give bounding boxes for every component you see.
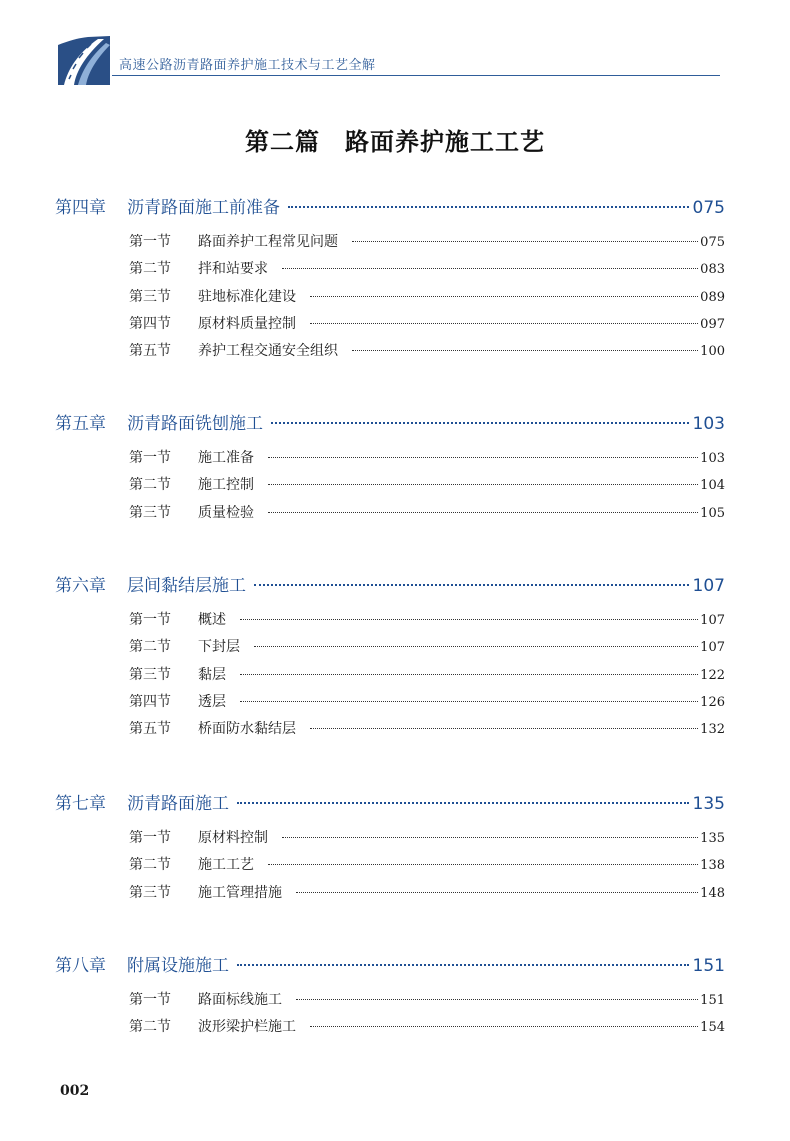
toc-section-entry[interactable] bbox=[129, 854, 725, 874]
section-number: 第五节 bbox=[129, 721, 171, 738]
section-number: 第二节 bbox=[129, 639, 171, 656]
section-title: 施工管理措施 bbox=[198, 884, 282, 901]
dot-leader bbox=[268, 864, 698, 865]
section-title: 概述 bbox=[198, 612, 226, 628]
section-number: 第四节 bbox=[129, 693, 171, 710]
toc-section-entry[interactable] bbox=[129, 664, 725, 684]
section-page: 089 bbox=[700, 289, 725, 305]
toc-section-entry[interactable] bbox=[129, 989, 725, 1009]
dot-leader bbox=[240, 619, 698, 620]
toc-section-entry[interactable] bbox=[129, 718, 725, 738]
section-number: 第三节 bbox=[129, 666, 171, 683]
dot-leader bbox=[310, 296, 698, 297]
chapter-title: 附属设施施工 bbox=[127, 956, 229, 976]
chapter-number: 第五章 bbox=[55, 414, 106, 434]
section-page: 100 bbox=[700, 344, 725, 360]
dot-leader bbox=[296, 892, 698, 893]
section-title: 质量检验 bbox=[198, 504, 254, 521]
section-page: 138 bbox=[700, 858, 725, 874]
dot-leader bbox=[254, 646, 698, 647]
section-number: 第三节 bbox=[129, 288, 171, 305]
dot-leader bbox=[240, 701, 698, 702]
book-title: 高速公路沥青路面养护施工技术与工艺全解 bbox=[119, 58, 376, 73]
section-page: 122 bbox=[700, 667, 725, 683]
section-number: 第三节 bbox=[129, 504, 171, 521]
section-page: 151 bbox=[700, 993, 725, 1008]
section-page: 107 bbox=[700, 640, 725, 656]
chapter-title: 沥青路面施工前准备 bbox=[127, 198, 280, 218]
toc-section-entry[interactable] bbox=[129, 1016, 725, 1036]
part-title: 第二篇 路面养护施工工艺 bbox=[245, 127, 545, 156]
chapter-title: 沥青路面铣刨施工 bbox=[127, 414, 263, 434]
toc-section-entry[interactable] bbox=[129, 636, 725, 656]
section-number: 第二节 bbox=[129, 857, 171, 874]
dot-leader bbox=[271, 422, 689, 424]
chapter-number: 第四章 bbox=[55, 198, 106, 218]
section-page: 083 bbox=[700, 262, 725, 278]
section-number: 第一节 bbox=[129, 992, 171, 1008]
dot-leader bbox=[237, 964, 689, 966]
toc-section-entry[interactable] bbox=[129, 609, 725, 629]
section-number: 第二节 bbox=[129, 477, 171, 494]
section-title: 透层 bbox=[198, 693, 226, 710]
section-page: 107 bbox=[700, 613, 725, 628]
section-number: 第四节 bbox=[129, 315, 171, 332]
section-number: 第一节 bbox=[129, 234, 171, 250]
toc-section-entry[interactable] bbox=[129, 313, 725, 333]
dot-leader bbox=[296, 999, 698, 1000]
chapter-title: 沥青路面施工 bbox=[127, 794, 229, 814]
page-number: 002 bbox=[60, 1083, 90, 1099]
toc-chapter-entry[interactable] bbox=[55, 789, 725, 814]
section-title: 施工准备 bbox=[198, 450, 254, 466]
section-page: 075 bbox=[700, 235, 725, 250]
toc-section-entry[interactable] bbox=[129, 474, 725, 494]
dot-leader bbox=[288, 206, 689, 208]
dot-leader bbox=[310, 323, 698, 324]
section-title: 施工工艺 bbox=[198, 857, 254, 874]
section-number: 第一节 bbox=[129, 830, 171, 846]
section-page: 103 bbox=[700, 451, 725, 466]
toc-section-entry[interactable] bbox=[129, 231, 725, 251]
dot-leader bbox=[268, 484, 698, 485]
section-page: 126 bbox=[700, 694, 725, 710]
section-number: 第二节 bbox=[129, 261, 171, 278]
section-page: 097 bbox=[700, 316, 725, 332]
dot-leader bbox=[282, 268, 698, 269]
chapter-page: 151 bbox=[692, 956, 725, 976]
section-title: 拌和站要求 bbox=[198, 261, 268, 278]
dot-leader bbox=[310, 1026, 698, 1027]
section-title: 下封层 bbox=[198, 639, 240, 656]
chapter-title: 层间黏结层施工 bbox=[127, 576, 246, 596]
section-title: 桥面防水黏结层 bbox=[198, 721, 296, 738]
section-title: 黏层 bbox=[198, 666, 226, 683]
dot-leader bbox=[237, 802, 689, 804]
section-title: 原材料控制 bbox=[198, 830, 268, 846]
chapter-number: 第六章 bbox=[55, 576, 106, 596]
toc-chapter-entry[interactable] bbox=[55, 409, 725, 434]
chapter-page: 107 bbox=[692, 576, 725, 596]
section-title: 原材料质量控制 bbox=[198, 315, 296, 332]
chapter-number: 第八章 bbox=[55, 956, 106, 976]
section-page: 132 bbox=[700, 722, 725, 738]
toc-chapter-entry[interactable] bbox=[55, 571, 725, 596]
section-number: 第二节 bbox=[129, 1019, 171, 1036]
section-title: 路面养护工程常见问题 bbox=[198, 234, 338, 250]
dot-leader bbox=[310, 728, 698, 729]
section-page: 135 bbox=[700, 831, 725, 846]
section-page: 154 bbox=[700, 1020, 725, 1036]
section-page: 148 bbox=[700, 885, 725, 901]
section-number: 第一节 bbox=[129, 450, 171, 466]
section-number: 第五节 bbox=[129, 343, 171, 360]
dot-leader bbox=[240, 674, 698, 675]
toc-section-entry[interactable] bbox=[129, 691, 725, 711]
section-title: 路面标线施工 bbox=[198, 992, 282, 1008]
section-page: 105 bbox=[700, 505, 725, 521]
section-page: 104 bbox=[700, 478, 725, 494]
toc-section-entry[interactable] bbox=[129, 882, 725, 902]
section-number: 第三节 bbox=[129, 884, 171, 901]
dot-leader bbox=[282, 837, 698, 838]
dot-leader bbox=[268, 512, 698, 513]
chapter-page: 075 bbox=[692, 198, 725, 218]
chapter-number: 第七章 bbox=[55, 794, 106, 814]
dot-leader bbox=[352, 241, 698, 242]
toc-section-entry[interactable] bbox=[129, 502, 725, 522]
chapter-page: 135 bbox=[692, 794, 725, 814]
toc-chapter-entry[interactable] bbox=[55, 193, 725, 218]
dot-leader bbox=[254, 584, 689, 586]
toc-section-entry[interactable] bbox=[129, 258, 725, 278]
section-title: 施工控制 bbox=[198, 477, 254, 494]
section-title: 驻地标准化建设 bbox=[198, 288, 296, 305]
toc-section-entry[interactable] bbox=[129, 286, 725, 306]
toc-section-entry[interactable] bbox=[129, 447, 725, 467]
section-title: 养护工程交通安全组织 bbox=[198, 343, 338, 360]
section-title: 波形梁护栏施工 bbox=[198, 1019, 296, 1036]
section-number: 第一节 bbox=[129, 612, 171, 628]
toc-chapter-entry[interactable] bbox=[55, 951, 725, 976]
dot-leader bbox=[352, 350, 698, 351]
toc-section-entry[interactable] bbox=[129, 827, 725, 847]
toc-section-entry[interactable] bbox=[129, 340, 725, 360]
chapter-page: 103 bbox=[692, 414, 725, 434]
dot-leader bbox=[268, 457, 698, 458]
